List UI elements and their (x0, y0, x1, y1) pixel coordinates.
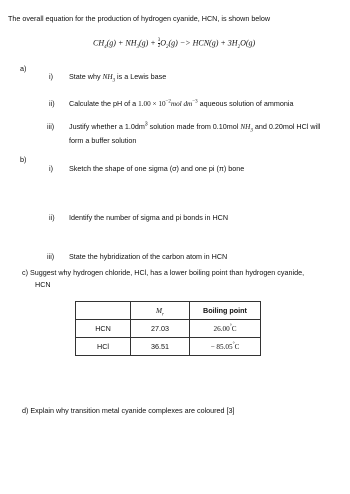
table-cell-mr: 27.03 (131, 320, 190, 338)
section-a-label: a) (20, 64, 27, 73)
table-header-bp: Boiling point (190, 302, 261, 320)
boiling-point-table (75, 301, 261, 356)
q-b2-num: ii) (49, 213, 55, 222)
q-a3-line2: form a buffer solution (69, 136, 137, 145)
table-cell-name: HCN (76, 320, 131, 338)
q-a1-text: State why $NH_3$ is a Lewis base (69, 72, 167, 84)
q-a2-text: Calculate the pH of a $1.00 \times 10^{-2}mol$ $dm^{-3}$ aqueous solution of ammonia (69, 99, 294, 108)
fraction: $\frac{3}{2}$ (157, 38, 161, 49)
q-b3-num: iii) (47, 252, 55, 261)
table-header-mr: $M_r$ (131, 302, 190, 320)
table-header-empty (76, 302, 131, 320)
q-b1-text: Sketch the shape of one sigma (σ) and one pi (π) bone (69, 164, 245, 173)
q-d-text: d) Explain why transition metal cyanide complexes are coloured [3] (22, 406, 235, 415)
q-b1-num: i) (49, 164, 53, 173)
intro-text: The overall equation for the production of hydrogen cyanide, HCN, is shown below (8, 14, 271, 23)
table-row (76, 320, 261, 338)
section-b-label: b) (20, 155, 27, 164)
table-header-row (76, 302, 261, 320)
q-c-line1: c) Suggest why hydrogen chloride, HCl, has a lower boiling point than hydrogen cyanide, (22, 268, 305, 277)
table-cell-bp: − 85.05°C (190, 338, 261, 356)
q-a3-text: Justify whether a $1.0dm^3$ solution made from 0.10mol $NH_3$ and 0.20mol HCl will (69, 121, 321, 134)
table-cell-bp: 26.00°C (190, 320, 261, 338)
table-row (76, 338, 261, 356)
table-cell-mr: 36.51 (131, 338, 190, 356)
q-c-line2: HCN (35, 280, 51, 289)
q-b3-text: State the hybridization of the carbon atom in HCN (69, 252, 228, 261)
q-a3-num: iii) (47, 122, 55, 131)
q-a1-num: i) (49, 72, 53, 81)
q-b2-text: Identify the number of sigma and pi bonds in HCN (69, 213, 229, 222)
table-cell-name: HCl (76, 338, 131, 356)
equation: $CH_4(g) + NH_3(g)$ + $\frac{3}{2}$ $O_2(g) -> HCN(g) + 3H_2O(g)$ (93, 38, 256, 50)
q-a2-num: ii) (49, 99, 55, 108)
